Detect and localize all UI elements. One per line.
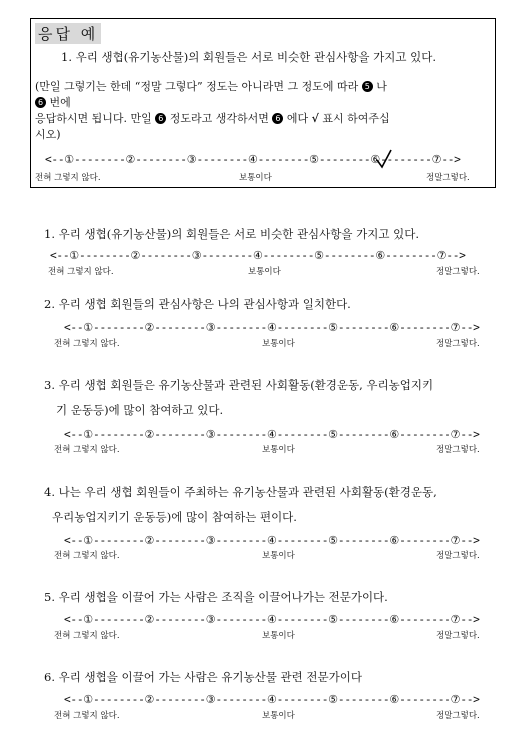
scale-label-mid: 보통이다 bbox=[262, 551, 295, 561]
scale-label-left: 전혀 그렇지 않다. bbox=[48, 267, 114, 277]
scale-label-mid: 보통이다 bbox=[262, 631, 295, 641]
number-6-badge: 6 bbox=[155, 113, 166, 124]
question-2: 2. 우리 생협 회원들의 관심사항은 나의 관심사항과 일치한다. bbox=[44, 297, 351, 311]
instr-text: 정도라고 생각하서면 bbox=[169, 112, 269, 125]
question-3-line-2: 기 운동등)에 많이 참여하고 있다. bbox=[56, 403, 224, 417]
scale-label-left: 전혀 그렇지 않다. bbox=[54, 631, 120, 641]
question-4-line-2: 우리농업지키기 운동등)에 많이 참여하는 편이다. bbox=[52, 510, 297, 524]
question-5: 5. 우리 생협을 이끌어 가는 사람은 조직을 이끌어나가는 전문가이다. bbox=[44, 590, 388, 604]
check-mark-icon: √ bbox=[311, 112, 319, 125]
example-box bbox=[30, 18, 496, 188]
scale-label-right: 정말그렇다. bbox=[436, 339, 480, 349]
scale-q2[interactable]: <--①--------②--------③--------④--------⑤--------⑥--------⑦--> bbox=[64, 321, 480, 334]
instr-text: 응답하시면 됩니다. 만일 bbox=[35, 112, 152, 125]
example-scale: <--①--------②--------③--------④--------⑤--------⑥--------⑦--> bbox=[45, 153, 461, 166]
scale-label-left: 전혀 그렇지 않다. bbox=[54, 711, 120, 721]
check-mark-icon bbox=[375, 149, 393, 169]
example-title: 응답 예 bbox=[35, 23, 101, 44]
scale-label-left: 전혀 그렇지 않다. bbox=[35, 173, 101, 183]
scale-label-right: 정말그렇다. bbox=[436, 267, 480, 277]
number-6-badge: 6 bbox=[272, 113, 283, 124]
scale-label-mid: 보통이다 bbox=[262, 339, 295, 349]
example-question: 1. 우리 생협(유기농산물)의 회원들은 서로 비슷한 관심사항을 가지고 있다. bbox=[61, 50, 437, 64]
question-4-line-1: 4. 나는 우리 생협 회원들이 주최하는 유기농산물과 관련된 사회활동(환경운동, bbox=[44, 485, 437, 499]
scale-q3[interactable]: <--①--------②--------③--------④--------⑤--------⑥--------⑦--> bbox=[64, 428, 480, 441]
instr-text: 에다 bbox=[286, 112, 309, 125]
question-3-line-1: 3. 우리 생협 회원들은 유기농산물과 관련된 사회활동(환경운동, 우리농업지키 bbox=[44, 378, 434, 392]
example-instructions bbox=[35, 79, 491, 143]
scale-q4[interactable]: <--①--------②--------③--------④--------⑤--------⑥--------⑦--> bbox=[64, 534, 480, 547]
scale-label-mid: 보통이다 bbox=[248, 267, 281, 277]
scale-label-left: 전혀 그렇지 않다. bbox=[54, 445, 120, 455]
scale-label-mid: 보통이다 bbox=[262, 711, 295, 721]
scale-q6[interactable]: <--①--------②--------③--------④--------⑤--------⑥--------⑦--> bbox=[64, 693, 480, 706]
scale-label-left: 전혀 그렇지 않다. bbox=[54, 551, 120, 561]
number-5-badge: 5 bbox=[362, 81, 373, 92]
scale-label-right: 정말그렇다. bbox=[436, 551, 480, 561]
instr-text: 번에 bbox=[49, 96, 71, 109]
scale-label-mid: 보통이다 bbox=[239, 173, 272, 183]
instr-text: (만일 그렇기는 한데 “정말 그렇다” 정도는 아니라면 그 정도에 따라 bbox=[35, 80, 359, 93]
scale-label-right: 정말그렇다. bbox=[436, 631, 480, 641]
scale-q1[interactable]: <--①--------②--------③--------④--------⑤--------⑥--------⑦--> bbox=[50, 249, 466, 262]
question-1: 1. 우리 생협(유기농산물)의 회원들은 서로 비슷한 관심사항을 가지고 있다. bbox=[44, 227, 420, 241]
number-6-badge: 6 bbox=[35, 97, 46, 108]
instr-text: 시오) bbox=[35, 128, 61, 141]
instr-text: 나 bbox=[376, 80, 387, 93]
scale-label-left: 전혀 그렇지 않다. bbox=[54, 339, 120, 349]
scale-label-right: 정말그렇다. bbox=[436, 445, 480, 455]
question-6: 6. 우리 생협을 이끌어 가는 사람은 유기농산물 관련 전문가이다 bbox=[44, 670, 362, 684]
scale-q5[interactable]: <--①--------②--------③--------④--------⑤--------⑥--------⑦--> bbox=[64, 613, 480, 626]
scale-label-mid: 보통이다 bbox=[262, 445, 295, 455]
scale-label-right: 정말그렇다. bbox=[436, 711, 480, 721]
instr-text: 표시 하여주십 bbox=[322, 112, 390, 125]
scale-label-right: 정말그렇다. bbox=[426, 173, 470, 183]
